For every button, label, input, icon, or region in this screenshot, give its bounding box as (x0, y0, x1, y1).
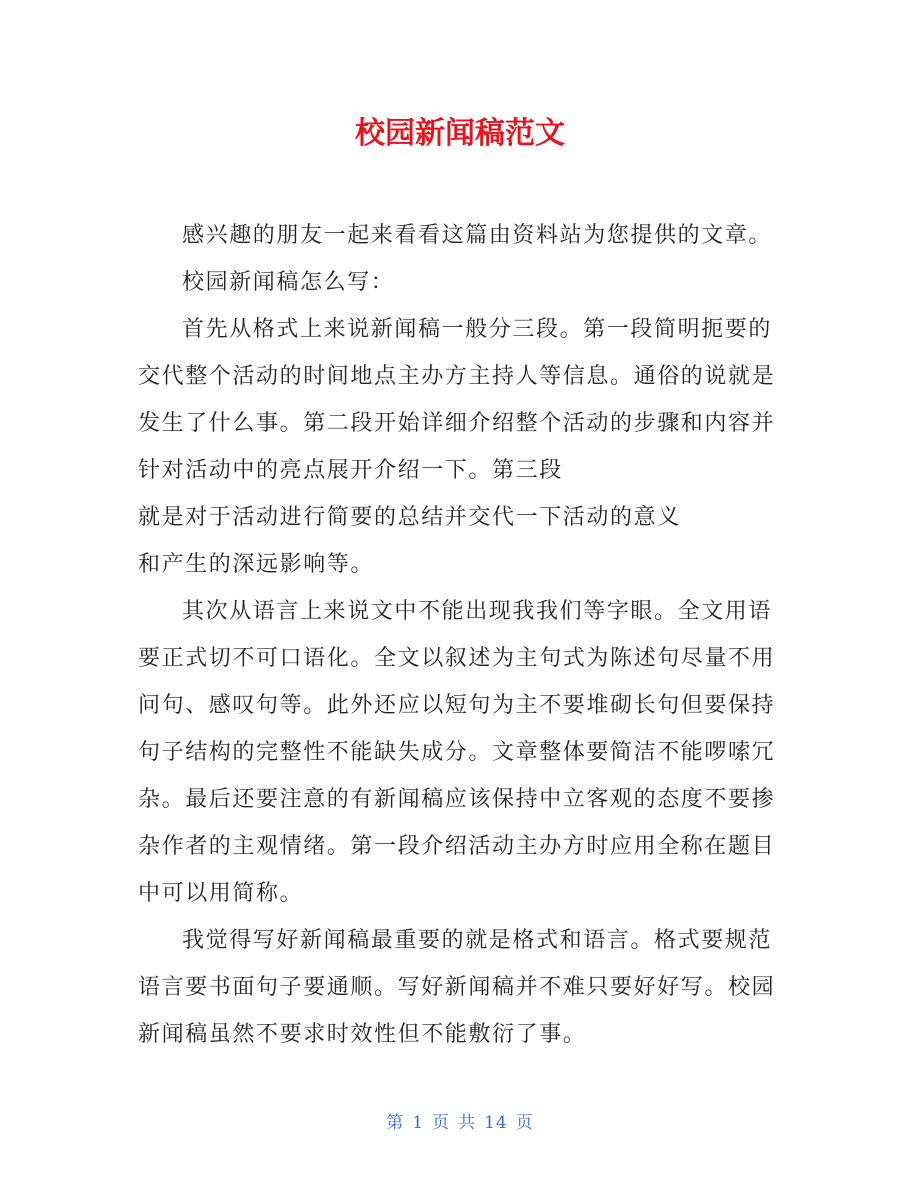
document-title: 校园新闻稿范文 (355, 116, 565, 151)
paragraph-line: 就是对于活动进行简要的总结并交代一下活动的意义 (138, 505, 681, 530)
paragraph-line: 我觉得写好新闻稿最重要的就是格式和语言。格式要规范 (182, 928, 773, 953)
footer-page-label: 第 (386, 1113, 405, 1133)
paragraph-line: 其次从语言上来说文中不能出现我我们等字眼。全文用语 (182, 599, 773, 624)
paragraph-line: 杂。最后还要注意的有新闻稿应该保持中立客观的态度不要掺 (138, 787, 776, 812)
paragraph-line: 中可以用简称。 (138, 881, 304, 906)
paragraph-line: 感兴趣的朋友一起来看看这篇由资料站为您提供的文章。 (182, 223, 773, 248)
paragraph-line: 要正式切不可口语化。全文以叙述为主句式为陈述句尽量不用 (138, 646, 776, 671)
paragraph-line: 问句、感叹句等。此外还应以短句为主不要堆砌长句但要保持 (138, 693, 776, 718)
paragraph-line: 句子结构的完整性不能缺失成分。文章整体要简洁不能啰嗦冗 (138, 740, 776, 765)
paragraph-line: 新闻稿虽然不要求时效性但不能敷衍了事。 (138, 1022, 587, 1047)
paragraph-line: 发生了什么事。第二段开始详细介绍整个活动的步骤和内容并 (138, 411, 776, 436)
paragraph-line: 首先从格式上来说新闻稿一般分三段。第一段简明扼要的 (182, 317, 773, 342)
footer-total-label: 共 (458, 1113, 477, 1133)
paragraph-line: 杂作者的主观情绪。第一段介绍活动主办方时应用全称在题目 (138, 834, 776, 859)
paragraph-line: 针对活动中的亮点展开介绍一下。第三段 (138, 458, 563, 483)
footer-total-pages: 14 (484, 1113, 508, 1133)
paragraph-line: 和产生的深远影响等。 (138, 552, 375, 577)
footer-total-unit: 页 (515, 1113, 534, 1133)
paragraph-line: 语言要书面句子要通顺。写好新闻稿并不难只要好好写。校园 (138, 975, 776, 1000)
page-footer (0, 1110, 920, 1136)
paragraph-line: 交代整个活动的时间地点主办方主持人等信息。通俗的说就是 (138, 364, 776, 389)
paragraph-line: 校园新闻稿怎么写： (182, 270, 395, 295)
footer-page-unit: 页 (432, 1113, 451, 1133)
document-body (138, 212, 788, 1058)
footer-current-page: 1 (412, 1113, 425, 1133)
